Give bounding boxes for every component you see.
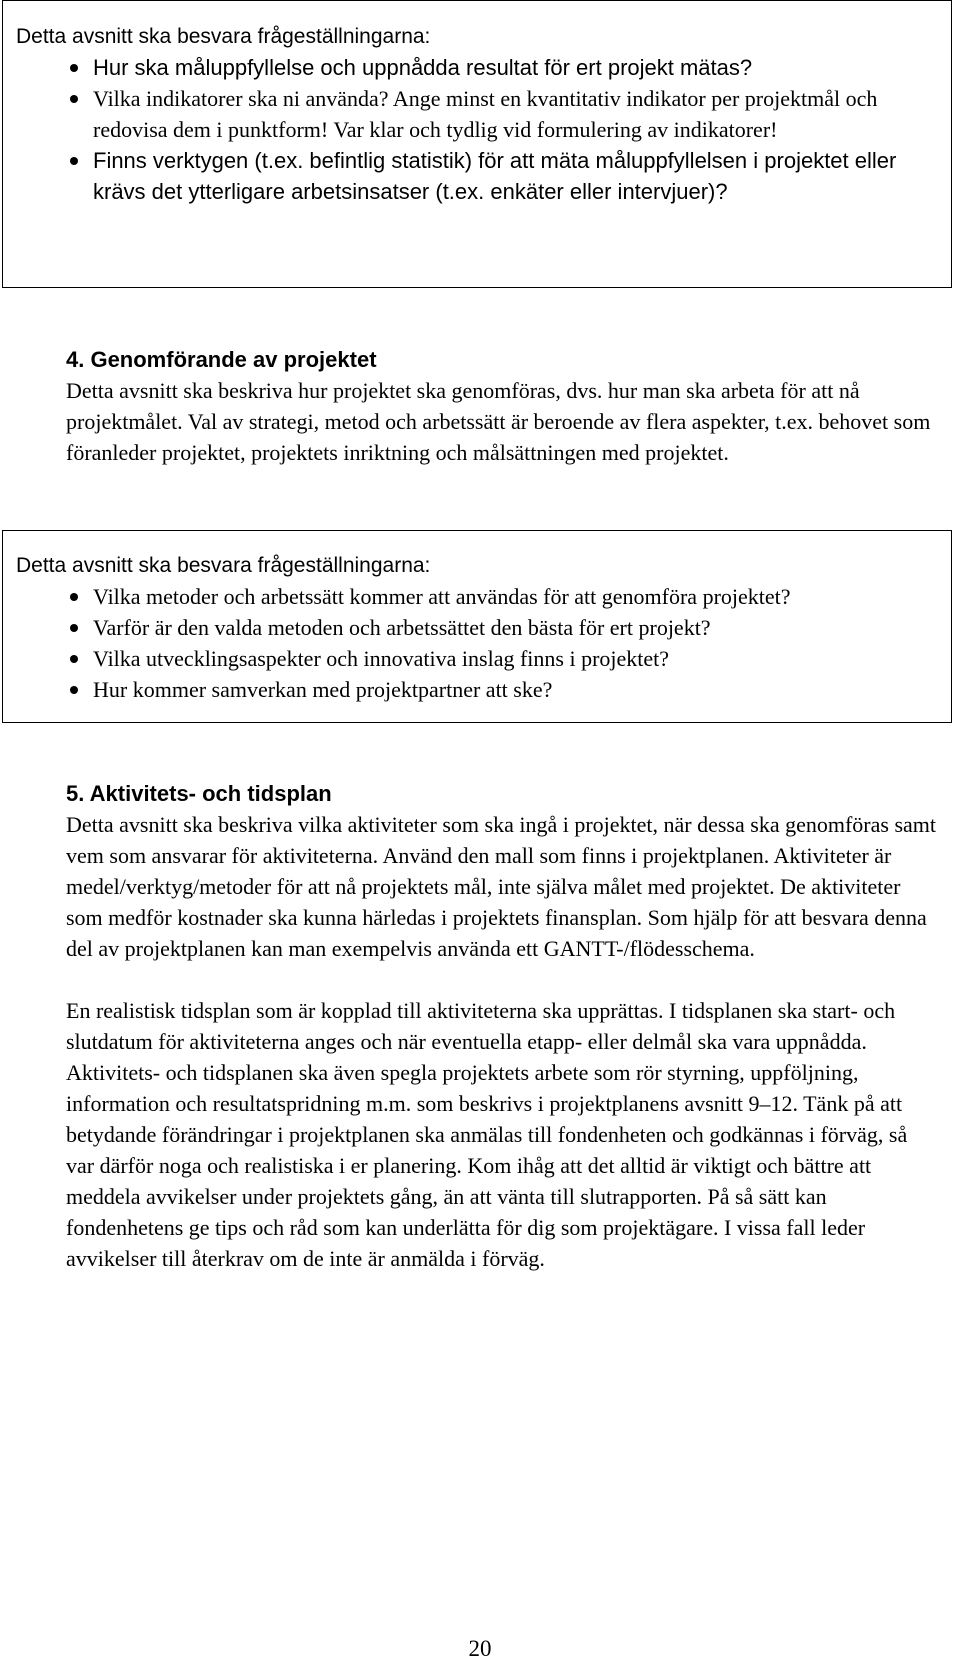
list-item [16, 145, 937, 207]
bullet-icon [70, 64, 78, 72]
section-paragraph: En realistisk tidsplan som är kopplad till aktiviteterna ska upprättas. I tidsplanen ska start- och slutdatum för aktiviteterna anges och när eventuella etapp- eller delmål ska vara uppnådda. Aktivitets- och tidsplanen ska även spegla projektets arbete som rör styrning, uppföljning, information och resultatspridning m.m. som beskrivs i projektplanens avsnitt 9–12. Tänk på att betydande förändringar i projektplanen ska anmälas till fondenheten och godkännas i förväg, så var därför noga och realistiska i er planering. Kom ihåg att det alltid är viktigt och bättre att meddela avvikelser under projektets gång, än att vänta till slutrapporten. På så sätt kan fondenhetens ge tips och råd som kan underlätta för dig som projektägare. I vissa fall leder avvikelser till återkrav om de inte är anmälda i förväg. [66, 998, 908, 1271]
page-number: 20 [468, 1636, 492, 1661]
bullet-icon [70, 157, 78, 165]
question-box-measurement [2, 0, 952, 288]
list-item [16, 674, 937, 705]
list-item [16, 612, 937, 643]
bullet-icon [70, 655, 78, 663]
question-box-methods [2, 530, 952, 723]
section-title: 5. Aktivitets- och tidsplan [66, 781, 332, 806]
section-body: Detta avsnitt ska beskriva hur projektet ska genomföras, dvs. hur man ska arbeta för att nå projektmålet. Val av strategi, metod och arbetssätt är beroende av flera aspekter, t.ex. behovet som föranleder projektet, projektets inriktning och målsättningen med projektet. [66, 378, 931, 465]
list-item-text: Hur kommer samverkan med projektpartner att ske? [93, 677, 553, 702]
list-item-text: Vilka indikatorer ska ni använda? Ange minst en kvantitativ indikator per projektmål och redovisa dem i punktform! Var klar och tydlig vid formulering av indikatorer! [93, 86, 878, 142]
list-item [16, 581, 937, 612]
list-item [16, 52, 937, 83]
list-item [16, 643, 937, 674]
section-title: 4. Genomförande av projektet [66, 347, 377, 372]
list-item-text: Vilka metoder och arbetssätt kommer att användas för att genomföra projektet? [93, 584, 791, 609]
list-item-text: Varför är den valda metoden och arbetssättet den bästa för ert projekt? [93, 615, 711, 640]
list-item-text: Vilka utvecklingsaspekter och innovativa inslag finns i projektet? [93, 646, 670, 671]
bullet-icon [70, 686, 78, 694]
bullet-icon [70, 593, 78, 601]
question-list [16, 581, 937, 705]
question-list [16, 52, 937, 207]
box-heading: Detta avsnitt ska besvara frågeställningarna: [16, 25, 431, 48]
bullet-icon [70, 95, 78, 103]
list-item-text: Hur ska måluppfyllelse och uppnådda resultat för ert projekt mätas? [93, 55, 753, 80]
list-item-text: Finns verktygen (t.ex. befintlig statistik) för att mäta måluppfyllelsen i projektet eller krävs det ytterligare arbetsinsatser (t.ex. enkäter eller intervjuer)? [93, 148, 897, 204]
box-heading: Detta avsnitt ska besvara frågeställningarna: [16, 554, 431, 577]
list-item [16, 83, 937, 145]
section-4 [66, 345, 936, 468]
bullet-icon [70, 624, 78, 632]
section-5 [66, 779, 936, 1274]
section-paragraph: Detta avsnitt ska beskriva vilka aktiviteter som ska ingå i projektet, när dessa ska genomföras samt vem som ansvarar för aktiviteterna. Använd den mall som finns i projektplanen. Aktiviteter är medel/verktyg/metoder för att nå projektets mål, inte själva målet med projektet. De aktiviteter som medför kostnader ska kunna härledas i projektets finansplan. Som hjälp för att besvara denna del av projektplanen kan man exempelvis använda ett GANTT-/flödesschema. [66, 812, 936, 961]
